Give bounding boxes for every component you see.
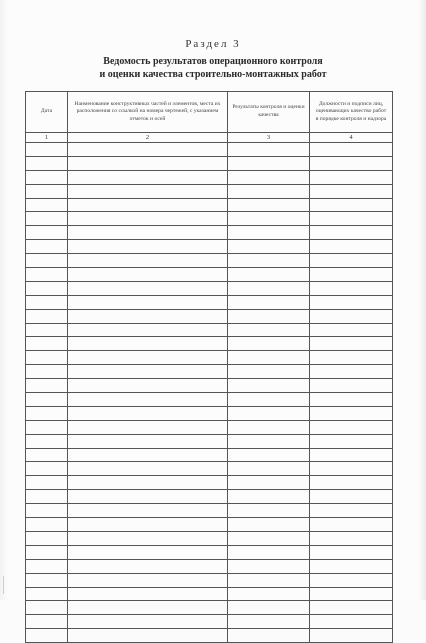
table-cell xyxy=(228,337,310,351)
table-cell xyxy=(68,434,228,448)
table-cell xyxy=(228,504,310,518)
column-number: 4 xyxy=(310,133,393,143)
table-cell xyxy=(26,420,68,434)
table-cell xyxy=(68,615,228,629)
table-cell xyxy=(228,351,310,365)
table-row xyxy=(26,476,393,490)
table-cell xyxy=(310,406,393,420)
table-cell xyxy=(310,365,393,379)
header-elements: Наименование конструктивных частей и элементов, места их расположения со ссылкой на номера чертежей, с указанием отметок и осей xyxy=(68,92,228,133)
table-cell xyxy=(310,531,393,545)
table-cell xyxy=(310,559,393,573)
table-cell xyxy=(228,240,310,254)
document-heading xyxy=(0,55,426,81)
table-row xyxy=(26,434,393,448)
table-cell xyxy=(68,379,228,393)
table-cell xyxy=(26,379,68,393)
table-row xyxy=(26,379,393,393)
table-row xyxy=(26,212,393,226)
table-cell xyxy=(26,240,68,254)
heading-line-1: Ведомость результатов операционного контроля xyxy=(103,56,323,67)
table-cell xyxy=(68,462,228,476)
table-cell xyxy=(68,351,228,365)
table-cell xyxy=(68,226,228,240)
table-cell xyxy=(310,573,393,587)
table-cell xyxy=(310,143,393,157)
table-cell xyxy=(68,531,228,545)
table-cell xyxy=(228,629,310,643)
table-row xyxy=(26,545,393,559)
table-cell xyxy=(228,365,310,379)
table-cell xyxy=(68,559,228,573)
table-cell xyxy=(228,601,310,615)
table-cell xyxy=(68,323,228,337)
table-cell xyxy=(228,393,310,407)
table-cell xyxy=(26,559,68,573)
table-cell xyxy=(68,393,228,407)
table-cell xyxy=(310,434,393,448)
table-cell xyxy=(310,170,393,184)
table-cell xyxy=(26,212,68,226)
table-cell xyxy=(310,323,393,337)
table-cell xyxy=(310,309,393,323)
table-cell xyxy=(26,198,68,212)
table-cell xyxy=(228,198,310,212)
heading-line-2: и оценки качества строительно-монтажных работ xyxy=(99,69,327,80)
table-cell xyxy=(228,281,310,295)
table-cell xyxy=(228,462,310,476)
table-cell xyxy=(68,490,228,504)
table-row xyxy=(26,504,393,518)
table-row xyxy=(26,323,393,337)
table-row xyxy=(26,240,393,254)
table-cell xyxy=(310,268,393,282)
table-cell xyxy=(228,545,310,559)
table-cell xyxy=(26,281,68,295)
table-cell xyxy=(26,518,68,532)
table-cell xyxy=(68,365,228,379)
table-cell xyxy=(68,295,228,309)
table-cell xyxy=(26,476,68,490)
table-cell xyxy=(310,184,393,198)
table-cell xyxy=(228,448,310,462)
table-row xyxy=(26,295,393,309)
table-cell xyxy=(228,143,310,157)
table-cell xyxy=(228,268,310,282)
table-row xyxy=(26,170,393,184)
table-cell xyxy=(228,309,310,323)
table-cell xyxy=(228,420,310,434)
header-results: Результаты контроля и оценки качества xyxy=(228,92,310,133)
table-cell xyxy=(228,518,310,532)
table-cell xyxy=(26,323,68,337)
table-row xyxy=(26,518,393,532)
table-cell xyxy=(68,268,228,282)
table-cell xyxy=(26,184,68,198)
table-cell xyxy=(26,587,68,601)
table-row xyxy=(26,268,393,282)
table-cell xyxy=(26,573,68,587)
table-cell xyxy=(26,365,68,379)
table-row xyxy=(26,143,393,157)
table-cell xyxy=(26,268,68,282)
table-cell xyxy=(68,240,228,254)
table-cell xyxy=(26,406,68,420)
table-cell xyxy=(310,379,393,393)
table-cell xyxy=(228,490,310,504)
margin-mark xyxy=(3,576,6,594)
column-number: 1 xyxy=(26,133,68,143)
table-cell xyxy=(26,629,68,643)
section-title: Раздел 3 xyxy=(185,38,241,50)
table-cell xyxy=(310,490,393,504)
table-row xyxy=(26,393,393,407)
table-cell xyxy=(68,545,228,559)
table-cell xyxy=(310,281,393,295)
table-cell xyxy=(228,254,310,268)
table-row xyxy=(26,309,393,323)
table-cell xyxy=(310,254,393,268)
table-cell xyxy=(26,143,68,157)
table-cell xyxy=(310,198,393,212)
table-cell xyxy=(26,448,68,462)
table-cell xyxy=(26,156,68,170)
table-cell xyxy=(68,184,228,198)
table-header-row xyxy=(26,92,393,133)
table-cell xyxy=(310,462,393,476)
table-cell xyxy=(310,212,393,226)
table-cell xyxy=(228,531,310,545)
table-row xyxy=(26,448,393,462)
table-cell xyxy=(26,462,68,476)
table-row xyxy=(26,365,393,379)
table-cell xyxy=(310,337,393,351)
table-cell xyxy=(68,254,228,268)
table-cell xyxy=(68,476,228,490)
table-row xyxy=(26,490,393,504)
column-number: 3 xyxy=(228,133,310,143)
table-row xyxy=(26,420,393,434)
table-cell xyxy=(68,170,228,184)
table-cell xyxy=(310,629,393,643)
table-cell xyxy=(68,198,228,212)
table-cell xyxy=(310,393,393,407)
table-cell xyxy=(228,573,310,587)
table-cell xyxy=(68,587,228,601)
table-cell xyxy=(68,212,228,226)
table-cell xyxy=(68,629,228,643)
table-cell xyxy=(68,143,228,157)
table-cell xyxy=(228,476,310,490)
table-cell xyxy=(310,448,393,462)
table-cell xyxy=(228,226,310,240)
table-cell xyxy=(310,240,393,254)
table-cell xyxy=(26,504,68,518)
table-row xyxy=(26,254,393,268)
table-row xyxy=(26,531,393,545)
table-row xyxy=(26,615,393,629)
inspection-table xyxy=(25,91,393,643)
table-row xyxy=(26,156,393,170)
table-cell xyxy=(310,545,393,559)
table-cell xyxy=(68,309,228,323)
table-cell xyxy=(228,156,310,170)
header-signatures: Должности и подписи лиц, оценивающих качество работ в порядке контроля и надзора xyxy=(310,92,393,133)
table-cell xyxy=(68,156,228,170)
table-cell xyxy=(68,281,228,295)
table-cell xyxy=(26,531,68,545)
table-cell xyxy=(26,295,68,309)
table-cell xyxy=(26,434,68,448)
table-cell xyxy=(68,518,228,532)
table-row xyxy=(26,281,393,295)
table-cell xyxy=(26,490,68,504)
table-row xyxy=(26,184,393,198)
table-cell xyxy=(228,434,310,448)
header-date: Дата xyxy=(26,92,68,133)
table-cell xyxy=(228,212,310,226)
table-cell xyxy=(228,295,310,309)
table-cell xyxy=(228,323,310,337)
table-cell xyxy=(310,226,393,240)
table-cell xyxy=(228,379,310,393)
table-cell xyxy=(310,295,393,309)
table-cell xyxy=(68,420,228,434)
table-cell xyxy=(310,615,393,629)
table-cell xyxy=(228,615,310,629)
table-cell xyxy=(68,573,228,587)
table-cell xyxy=(26,226,68,240)
table-row xyxy=(26,198,393,212)
table-cell xyxy=(26,601,68,615)
table-cell xyxy=(310,351,393,365)
table-row xyxy=(26,462,393,476)
table-cell xyxy=(310,420,393,434)
table-cell xyxy=(68,337,228,351)
table-cell xyxy=(310,601,393,615)
table-cell xyxy=(310,504,393,518)
table-cell xyxy=(228,406,310,420)
table-cell xyxy=(26,309,68,323)
table-row xyxy=(26,629,393,643)
table-cell xyxy=(26,393,68,407)
table-cell xyxy=(228,559,310,573)
table-cell xyxy=(228,587,310,601)
table-row xyxy=(26,559,393,573)
table-row xyxy=(26,226,393,240)
column-number-row xyxy=(26,133,393,143)
table-cell xyxy=(228,170,310,184)
table-cell xyxy=(228,184,310,198)
table-cell xyxy=(68,448,228,462)
table-cell xyxy=(26,545,68,559)
table-cell xyxy=(68,504,228,518)
table-cell xyxy=(26,351,68,365)
table-cell xyxy=(26,337,68,351)
table-row xyxy=(26,573,393,587)
table-cell xyxy=(68,601,228,615)
table-row xyxy=(26,351,393,365)
table-cell xyxy=(310,587,393,601)
table-cell xyxy=(310,156,393,170)
table-row xyxy=(26,406,393,420)
table-row xyxy=(26,337,393,351)
table-cell xyxy=(310,518,393,532)
table-row xyxy=(26,601,393,615)
table-cell xyxy=(68,406,228,420)
table-cell xyxy=(310,476,393,490)
table-cell xyxy=(26,254,68,268)
table-row xyxy=(26,587,393,601)
table-cell xyxy=(26,615,68,629)
table-cell xyxy=(26,170,68,184)
column-number: 2 xyxy=(68,133,228,143)
